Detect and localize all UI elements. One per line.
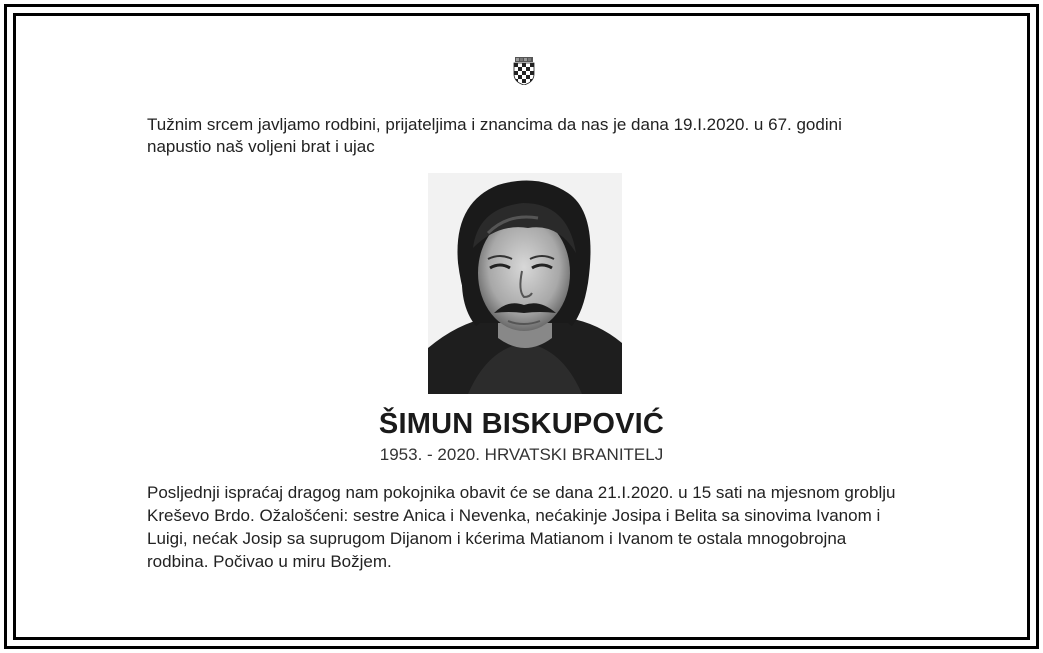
portrait-photo — [428, 173, 622, 394]
deceased-subtitle: 1953. - 2020. HRVATSKI BRANITELJ — [379, 445, 664, 464]
intro-text: Tužnim srcem javljamo rodbini, prijateljima i znancima da nas je dana 19.I.2020. u 67. godini napustio naš voljeni brat i ujac — [147, 115, 842, 156]
croatian-coat-of-arms-icon — [513, 57, 535, 85]
funeral-text: Posljednji ispraćaj dragog nam pokojnika obavit će se dana 21.I.2020. u 15 sati na mjesnom groblju Kreševo Brdo. Ožalošćeni: sestre Anica i Nevenka, nećakinje Josipa i Belita sa sinovima Ivanom i Luigi, nećak Josip sa suprugom Dijanom i kćerima Matianom i Ivanom te ostala mnogobrojna rodbina. Počivao u miru Božjem. — [147, 483, 896, 571]
deceased-name: ŠIMUN BISKUPOVIĆ — [378, 408, 665, 440]
